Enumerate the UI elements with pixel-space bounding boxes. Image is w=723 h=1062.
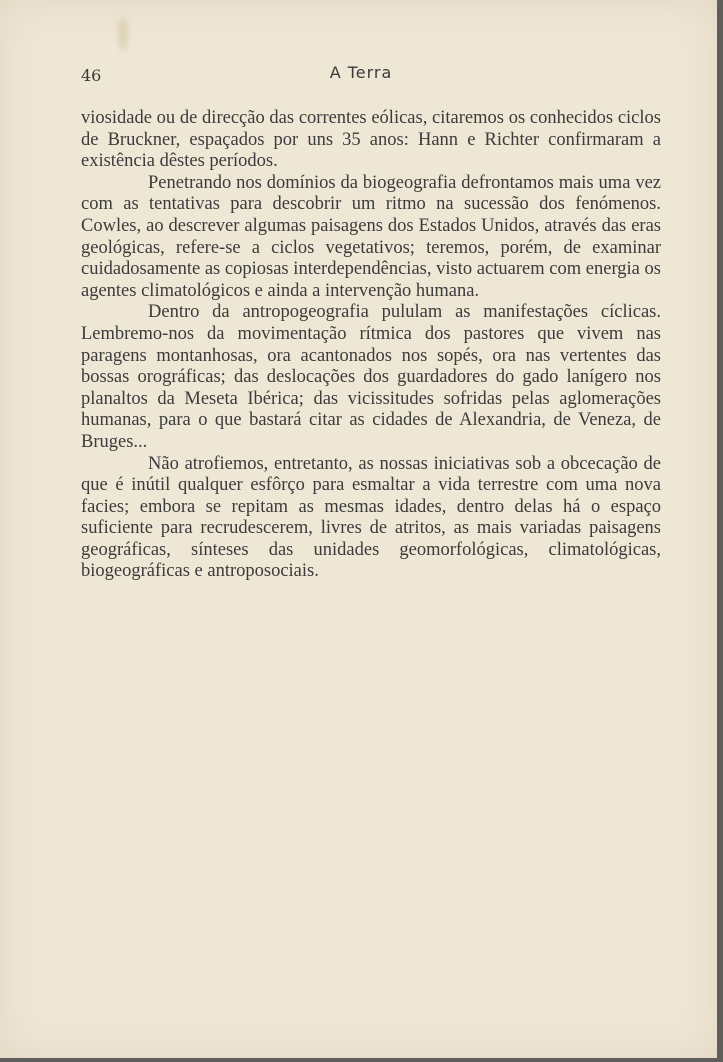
page-edge-right <box>717 0 723 1062</box>
paragraph-4: Não atrofiemos, entretanto, as nossas iniciativas sob a obcecação de que é inútil qualquer esfôrço para esmaltar a vida terrestre com uma nova facies; embora se repitam as mesmas idades, dentro delas há o espaço suficiente para recrudescerem, livres de atritos, as mais variadas paisagens geográficas, sínteses das unidades geomorfológicas, climatológicas, biogeográficas e antroposociais. <box>81 453 661 582</box>
page-number: 46 <box>81 66 102 85</box>
page-header <box>81 62 641 88</box>
paragraph-3: Dentro da antropogeografia pululam as manifestações cíclicas. Lembremo-nos da movimentação rítmica dos pastores que vivem nas paragens montanhosas, ora acantonados nos sopés, ora nas vertentes das bossas orográficas; das deslocações dos guardadores do gado lanígero nos planaltos da Meseta Ibérica; das vicissitudes sofridas pelas aglomerações humanas, para o que bastará citar as cidades de Alexandria, de Veneza, de Bruges... <box>81 302 661 452</box>
running-title: A Terra <box>329 63 393 82</box>
paragraph-1: viosidade ou de direcção das correntes eólicas, citaremos os conhecidos ciclos de Bruckner, espaçados por uns 35 anos: Hann e Richter confirmaram a existência dêstes períodos. <box>81 108 661 172</box>
paper-stain <box>118 18 128 50</box>
body-text <box>81 108 661 583</box>
page-edge-bottom <box>0 1058 723 1062</box>
paragraph-2: Penetrando nos domínios da biogeografia defrontamos mais uma vez com as tentativas para descobrir um ritmo na sucessão dos fenómenos. Cowles, ao descrever algumas paisagens dos Estados Unidos, através das eras geológicas, refere-se a ciclos vegetativos; teremos, porém, de examinar cuidadosamente as copiosas interdependências, visto actuarem com energia os agentes climatológicos e ainda a intervenção humana. <box>81 172 661 301</box>
